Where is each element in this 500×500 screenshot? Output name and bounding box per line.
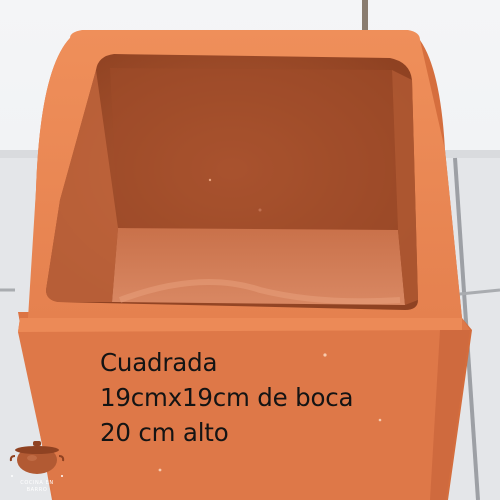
brand-logo [6, 432, 68, 498]
caption-height: 20 cm alto [100, 418, 229, 447]
caption-shape: Cuadrada [100, 348, 218, 377]
clay-pot-logo-icon [6, 432, 68, 480]
caption-mouth-size: 19cmx19cm de boca [100, 383, 354, 412]
product-caption [100, 345, 353, 450]
pot-interior-bottom [112, 228, 405, 305]
logo-text-line2: BARRO [26, 487, 48, 493]
logo-text-line1: COCINA EN [20, 480, 54, 486]
